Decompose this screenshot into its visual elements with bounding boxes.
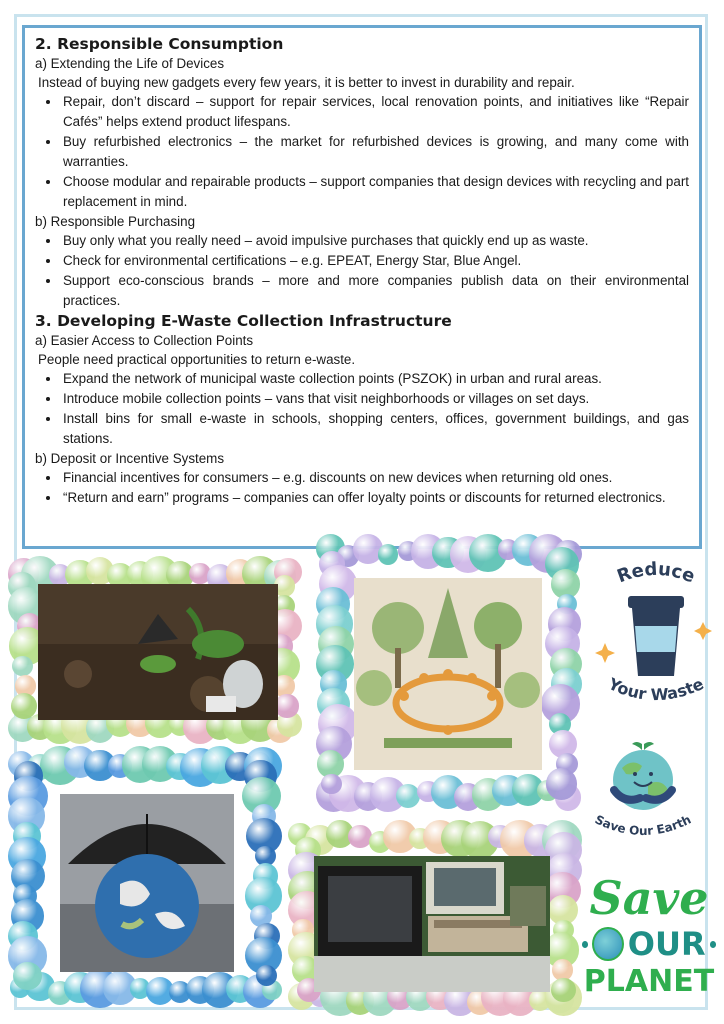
list-item: • Introduce mobile collection points – vans that visit neighborhoods or villages on set days. <box>61 389 689 409</box>
decorative-bubble <box>378 544 399 565</box>
section2-a-label: a) Extending the Life of Devices <box>35 56 225 71</box>
umbrella-globe-photo <box>60 794 234 972</box>
save-text: Save <box>589 871 709 925</box>
list-item: • Buy only what you really need – avoid impulsive purchases that quickly end up as waste. <box>61 231 689 251</box>
section3-b-label: b) Deposit or Incentive Systems <box>35 451 225 466</box>
reduce-bottom-text: Your Waste <box>605 674 707 705</box>
list-item: • Buy refurbished electronics – the market for refurbished devices is growing, and many come with warranties. <box>61 132 689 172</box>
save-earth-text: Save Our Earth <box>592 812 694 839</box>
list-item: • Support eco-conscious brands – more and more companies publish data on their environmental practices. <box>61 271 689 311</box>
section3-a-list <box>35 369 689 449</box>
decorative-bubble <box>551 978 575 1002</box>
photo-frame-umbrella <box>8 746 282 1008</box>
decorative-bubble <box>13 962 41 990</box>
trees-people-circle-illustration <box>354 578 542 770</box>
text-panel <box>22 25 702 549</box>
decorative-bubble <box>275 694 298 717</box>
list-item: • Repair, don’t discard – support for repair services, local renovation points, and initiatives like “Repair Cafés” helps extend product lifespans. <box>61 92 689 132</box>
old-computers-photo <box>314 856 550 992</box>
coffee-cup-icon <box>595 596 712 676</box>
section2-a-intro: Instead of buying new gadgets every few years, it is better to invest in durability and repair. <box>38 75 575 90</box>
globe-icon <box>592 927 623 961</box>
dot-icon <box>710 941 716 948</box>
section2-b-list <box>35 231 689 311</box>
section3-b-list <box>35 468 689 508</box>
list-item: • Expand the network of municipal waste collection points (PSZOK) in urban and rural areas. <box>61 369 689 389</box>
list-item: • “Return and earn” programs – companies can offer loyalty points or discounts for returned electronics. <box>61 488 689 508</box>
section2-heading: 2. Responsible Consumption <box>35 35 284 53</box>
planet-text: PLANET <box>583 964 715 999</box>
save-planet-sticker <box>582 872 716 1016</box>
decorative-bubble <box>396 784 420 808</box>
section3-a-intro: People need practical opportunities to return e-waste. <box>38 352 356 367</box>
photo-frame-computers <box>288 820 582 1016</box>
decorative-bubble <box>11 693 37 719</box>
list-item: • Choose modular and repairable products – support companies that design devices with recycling and part replacement in mind. <box>61 172 689 212</box>
list-item: • Financial incentives for consumers – e.g. discounts on new devices when returning old ones. <box>61 468 689 488</box>
decorative-bubble <box>12 656 32 676</box>
list-item: • Install bins for small e-waste in schools, shopping centers, offices, government buildings, and gas stations. <box>61 409 689 449</box>
decorative-bubble <box>348 825 371 848</box>
plant-bulb-photo <box>38 584 278 720</box>
section2-b-label: b) Responsible Purchasing <box>35 214 196 229</box>
svg-text:Reduce <box>614 559 697 588</box>
reduce-waste-sticker <box>594 558 718 718</box>
svg-text:Save Our Earth <box>593 812 694 838</box>
earth-hug-icon <box>613 742 673 810</box>
list-item: • Check for environmental certifications – e.g. EPEAT, Energy Star, Blue Angel. <box>61 251 689 271</box>
photo-frame-plant <box>8 556 302 744</box>
section3-a-label: a) Easier Access to Collection Points <box>35 333 254 348</box>
save-earth-sticker <box>578 738 708 848</box>
photo-frame-trees <box>316 534 582 812</box>
reduce-top-text: Reduce <box>614 558 698 588</box>
section2-a-list <box>35 92 689 212</box>
our-text: OUR <box>627 925 706 963</box>
decorative-bubble <box>546 768 577 799</box>
decorative-bubble <box>321 774 341 794</box>
svg-text:Your Waste <box>605 674 707 705</box>
section3-heading: 3. Developing E-Waste Collection Infrastructure <box>35 312 452 330</box>
dot-icon <box>582 941 588 948</box>
